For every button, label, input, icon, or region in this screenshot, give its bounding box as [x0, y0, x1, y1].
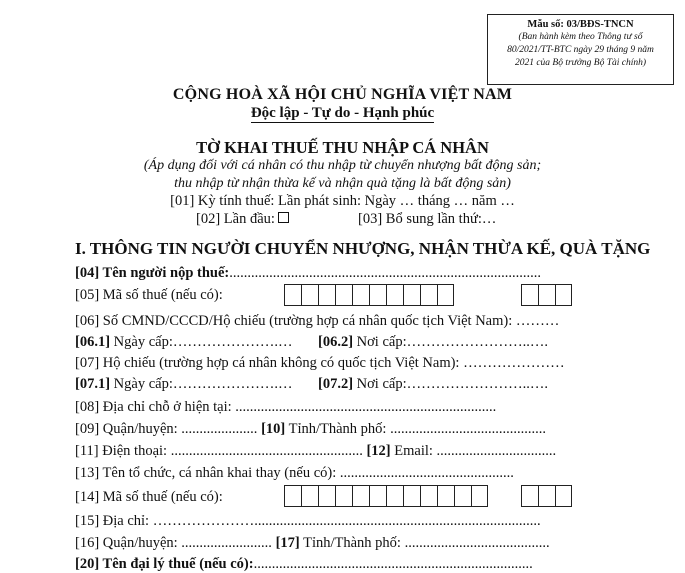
row-06: [06] Số CMND/CCCD/Hộ chiếu (trường hợp cá nhân quốc tịch Việt Nam): ……… — [75, 313, 560, 329]
passport-place-field[interactable]: Nơi cấp:……………………..…. — [353, 376, 548, 392]
supplement-field: [03] Bổ sung lần thứ:… — [358, 211, 497, 227]
agent-district-field[interactable]: [16] Quận/huyện: ......................... — [75, 535, 276, 551]
email-field[interactable]: Email: ................................. — [390, 443, 557, 459]
row-07-1 — [75, 376, 292, 393]
form-subtitle-1: (Áp dụng đối với cá nhân có thu nhập từ chuyển nhượng bất động sản; — [143, 158, 542, 173]
form-subtitle-2: thu nhập từ nhận thừa kế và nhận quà tặng là bất động sản) — [174, 176, 511, 191]
issue-date-field[interactable]: Ngày cấp:………………….… — [110, 334, 293, 350]
tax-id-boxes[interactable] — [284, 284, 454, 306]
first-time-field — [196, 211, 289, 228]
row-15[interactable]: [15] Địa chỉ: …………………............................................................................... — [75, 513, 541, 529]
row-14: [14] Mã số thuế (nếu có): — [75, 489, 223, 505]
district-field[interactable]: [09] Quận/huyện: ..................... — [75, 421, 262, 437]
issue-place-code: [06.2] — [318, 334, 354, 350]
row-04 — [75, 265, 541, 282]
passport-date-code: [07.1] — [75, 376, 111, 392]
row-13[interactable]: [13] Tên tổ chức, cá nhân khai thay (nếu có): ................................................ — [75, 465, 514, 481]
row-05: [05] Mã số thuế (nếu có): — [75, 287, 223, 303]
issue-place-field[interactable]: Nơi cấp:……………………..…. — [353, 334, 548, 350]
issue-date-code: [06.1] — [75, 334, 111, 350]
form-title: TỜ KHAI THUẾ THU NHẬP CÁ NHÂN — [196, 138, 489, 157]
province-code: [10] — [261, 421, 286, 437]
email-code: [12] — [366, 443, 391, 459]
row-06-1 — [75, 334, 292, 351]
passport-place-code: [07.2] — [318, 376, 354, 392]
form-code-box — [487, 14, 674, 85]
form-code: Mẫu số: 03/BĐS-TNCN — [527, 19, 634, 30]
agent-province-field[interactable]: Tỉnh/Thành phố: ........................................ — [299, 535, 550, 551]
first-time-label: [02] Lần đầu: — [196, 211, 275, 227]
passport-date-field[interactable]: Ngày cấp:………………….… — [110, 376, 293, 392]
agent-tax-id-boxes[interactable] — [284, 485, 488, 507]
row-11-12 — [75, 443, 556, 460]
row-08[interactable]: [08] Địa chỉ chỗ ở hiện tại: ........................................................................ — [75, 399, 497, 415]
nation-heading: CỘNG HOÀ XÃ HỘI CHỦ NGHĨA VIỆT NAM — [172, 86, 513, 103]
agent-tax-id-suffix-boxes[interactable] — [521, 485, 572, 507]
tax-period-line: [01] Kỳ tính thuế: Lần phát sinh: Ngày … tháng … năm … — [170, 193, 515, 209]
row-07-2 — [318, 376, 548, 393]
motto-text: Độc lập - Tự do - Hạnh phúc — [250, 105, 435, 121]
tax-agent-label: [20] Tên đại lý thuế (nếu có): — [75, 556, 254, 572]
tax-id-suffix-boxes[interactable] — [521, 284, 572, 306]
section-1-heading: I. THÔNG TIN NGƯỜI CHUYỂN NHƯỢNG, NHẬN THỪA KẾ, QUÀ TẶNG — [75, 239, 651, 258]
agent-province-code: [17] — [275, 535, 300, 551]
motto-line — [0, 105, 685, 122]
taxpayer-name-field[interactable]: ...................................................................................... — [229, 265, 541, 281]
tax-agent-field[interactable]: ............................................................................. — [253, 556, 533, 572]
phone-field[interactable]: [11] Điện thoại: ..................................................... — [75, 443, 367, 459]
taxpayer-name-label: [04] Tên người nộp thuế: — [75, 265, 230, 281]
form-note-line-3: 2021 của Bộ trưởng Bộ Tài chính) — [514, 58, 647, 68]
first-time-checkbox[interactable] — [278, 212, 289, 223]
row-16-17 — [75, 535, 550, 552]
form-note-line-2: 80/2021/TT-BTC ngày 29 tháng 9 năm — [507, 45, 654, 55]
row-06-2 — [318, 334, 548, 351]
row-09-10 — [75, 421, 546, 438]
row-20 — [75, 556, 533, 573]
row-07: [07] Hộ chiếu (trường hợp cá nhân không có quốc tịch Việt Nam): ………………… — [75, 355, 565, 371]
form-note-line-1: (Ban hành kèm theo Thông tư số — [518, 32, 643, 42]
province-field[interactable]: Tỉnh/Thành phố: ........................................... — [285, 421, 546, 437]
